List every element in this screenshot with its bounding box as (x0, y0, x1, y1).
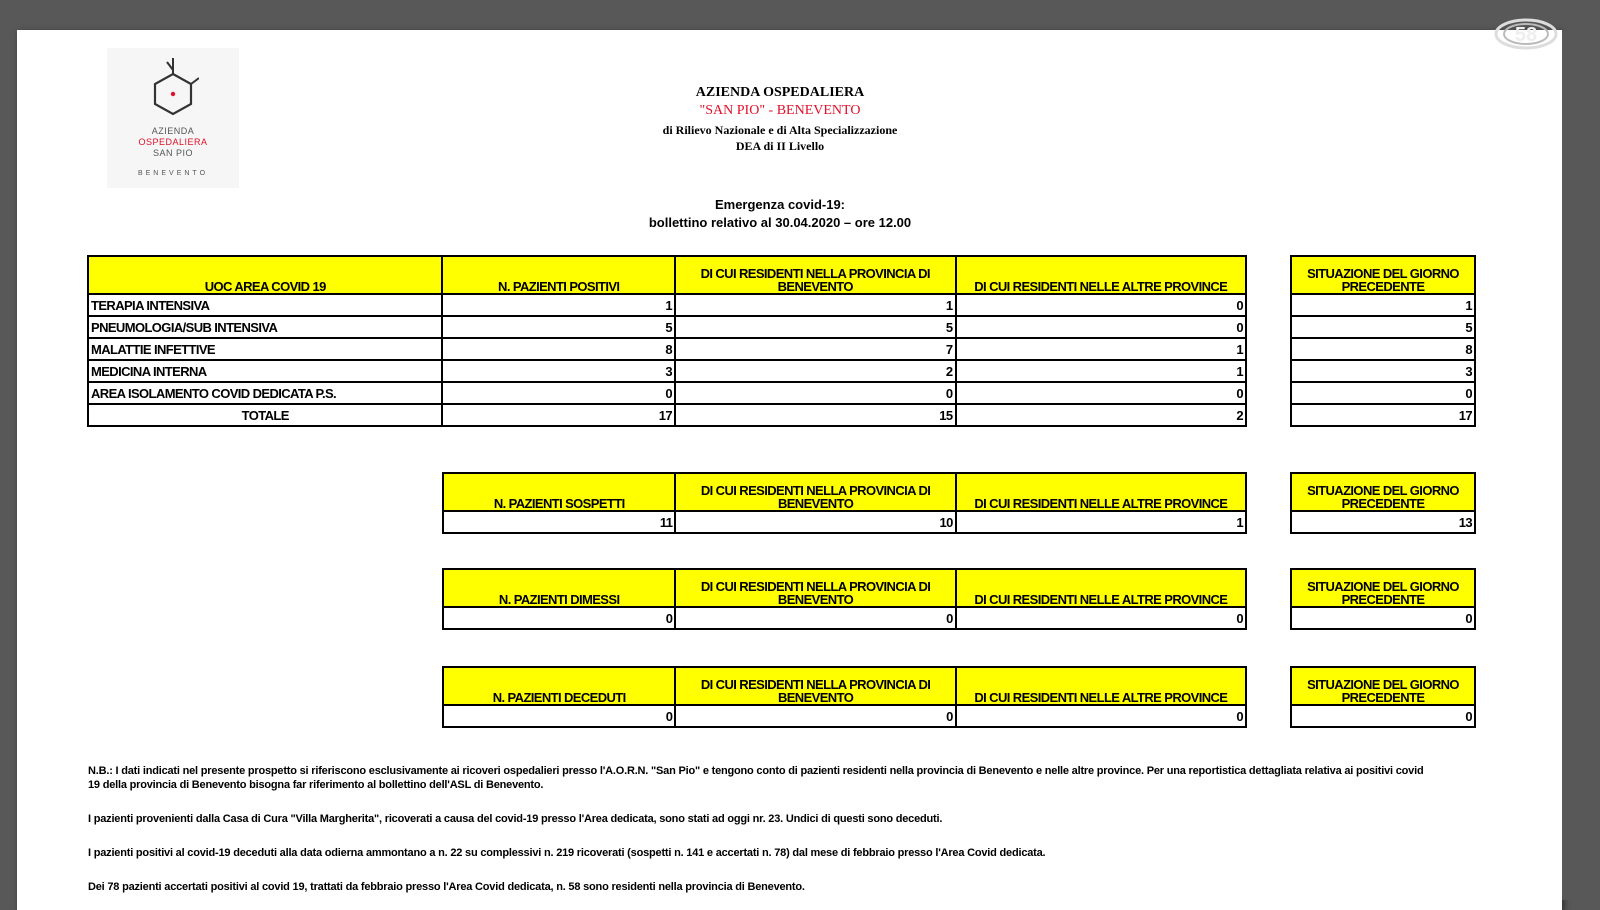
col-header-area: UOC AREA COVID 19 (88, 256, 442, 294)
header-azienda: AZIENDA OSPEDALIERA (695, 85, 865, 100)
dimessi-value-altre: 0 (956, 607, 1246, 629)
header-rilievo: di Rilievo Nazionale e di Alta Specializzazione (662, 123, 898, 137)
channel-logo-icon (1490, 14, 1560, 54)
sospetti-value-benevento: 10 (675, 511, 955, 533)
header-sanpio: "SAN PIO" - BENEVENTO (699, 103, 861, 118)
deceduti-prev-table (1290, 666, 1476, 728)
sospetti-table (442, 472, 1247, 534)
row-benevento: 7 (675, 338, 956, 360)
deceduti-header-altre: DI CUI RESIDENTI NELLE ALTRE PROVINCE (956, 667, 1246, 705)
deceduti-value-benevento: 0 (675, 705, 955, 727)
dimessi-prev-table (1290, 568, 1476, 630)
total-row (88, 404, 1246, 426)
table-row (88, 382, 1246, 404)
row-area: PNEUMOLOGIA/SUB INTENSIVA (88, 316, 442, 338)
prev-value: 17 (1291, 404, 1475, 426)
viewer-margin (1562, 30, 1600, 900)
sospetti-value-altre: 1 (956, 511, 1246, 533)
row-altre: 1 (956, 338, 1246, 360)
deceduti-table (442, 666, 1247, 728)
row-positivi: 3 (442, 360, 675, 382)
total-benevento: 15 (675, 404, 956, 426)
note-deceduti: I pazienti positivi al covid-19 deceduti alla data odierna ammontano a n. 22 su complessivi n. 219 ricoverati (sospetti n. 141 e accertati n. 78) dal mese di febbraio presso l'Area Covid dedicata. (88, 847, 1046, 859)
deceduti-value: 0 (443, 705, 675, 727)
prev-value: 0 (1291, 382, 1475, 404)
header-dea: DEA di II Livello (735, 139, 825, 153)
table-row (88, 316, 1246, 338)
sospetti-prev-table (1290, 472, 1476, 534)
total-altre: 2 (956, 404, 1246, 426)
row-altre: 0 (956, 316, 1246, 338)
prev-value: 8 (1291, 338, 1475, 360)
dimessi-header-benevento: DI CUI RESIDENTI NELLA PROVINCIA DI BENEVENTO (675, 569, 955, 607)
row-positivi: 0 (442, 382, 675, 404)
main-prev-table (1290, 255, 1476, 427)
note-accertati: Dei 78 pazienti accertati positivi al covid 19, trattati da febbraio presso l'Area Covid dedicata, n. 58 sono residenti nella provincia di Benevento. (88, 881, 805, 893)
total-label: TOTALE (88, 404, 442, 426)
sospetti-header-benevento: DI CUI RESIDENTI NELLA PROVINCIA DI BENEVENTO (675, 473, 955, 511)
hexagon-logo-icon (147, 54, 199, 124)
prev-value: 1 (1291, 294, 1475, 316)
row-positivi: 8 (442, 338, 675, 360)
dimessi-table (442, 568, 1247, 630)
prev-value: 5 (1291, 316, 1475, 338)
sospetti-header-altre: DI CUI RESIDENTI NELLE ALTRE PROVINCE (956, 473, 1246, 511)
prev-value: 3 (1291, 360, 1475, 382)
prev-header: SITUAZIONE DEL GIORNO PRECEDENTE (1291, 256, 1475, 294)
dimessi-prev-value: 0 (1291, 607, 1475, 629)
logo-line-benevento: BENEVENTO (137, 170, 209, 177)
deceduti-value-altre: 0 (956, 705, 1246, 727)
note-nb: N.B.: I dati indicati nel presente prospetto si riferiscono esclusivamente ai ricoveri ospedalieri presso l'A.O.R.N. "San Pio" e tengono conto di pazienti residenti nella provincia di Benevento e nelle altre province. Per una reportistica dettagliata relativa ai positivi covid 19 della provincia di Benevento bisogna far riferimento al bollettino dell'ASL di Benevento. (88, 765, 1424, 791)
row-benevento: 1 (675, 294, 956, 316)
row-benevento: 2 (675, 360, 956, 382)
row-altre: 1 (956, 360, 1246, 382)
row-area: AREA ISOLAMENTO COVID DEDICATA P.S. (88, 382, 442, 404)
note-villa-margherita: I pazienti provenienti dalla Casa di Cura "Villa Margherita", ricoverati a causa del covid-19 presso l'Area dedicata, sono stati ad oggi nr. 23. Undici di questi sono deceduti. (88, 813, 943, 825)
bulletin-date: bollettino relativo al 30.04.2020 – ore 12.00 (648, 215, 912, 230)
dimessi-header-altre: DI CUI RESIDENTI NELLE ALTRE PROVINCE (956, 569, 1246, 607)
deceduti-header-benevento: DI CUI RESIDENTI NELLA PROVINCIA DI BENEVENTO (675, 667, 955, 705)
total-positivi: 17 (442, 404, 675, 426)
logo-line-ospedaliera: OSPEDALIERA (138, 137, 208, 147)
dimessi-header: N. PAZIENTI DIMESSI (443, 569, 675, 607)
dimessi-prev-header: SITUAZIONE DEL GIORNO PRECEDENTE (1291, 569, 1475, 607)
row-positivi: 5 (442, 316, 675, 338)
logo-line-sanpio: SAN PIO (152, 148, 193, 158)
bulletin-title: Emergenza covid-19: (714, 197, 846, 212)
table-row (88, 338, 1246, 360)
row-positivi: 1 (442, 294, 675, 316)
dimessi-value: 0 (443, 607, 675, 629)
sospetti-prev-value: 13 (1291, 511, 1475, 533)
deceduti-prev-header: SITUAZIONE DEL GIORNO PRECEDENTE (1291, 667, 1475, 705)
main-table (87, 255, 1247, 427)
col-header-altre: DI CUI RESIDENTI NELLE ALTRE PROVINCE (956, 256, 1246, 294)
channel-logo (1490, 14, 1560, 54)
logo-line-azienda: AZIENDA (151, 126, 195, 136)
row-benevento: 5 (675, 316, 956, 338)
sospetti-header: N. PAZIENTI SOSPETTI (443, 473, 675, 511)
deceduti-prev-value: 0 (1291, 705, 1475, 727)
table-row (88, 360, 1246, 382)
row-altre: 0 (956, 382, 1246, 404)
hospital-logo (107, 48, 239, 188)
deceduti-header: N. PAZIENTI DECEDUTI (443, 667, 675, 705)
channel-logo-text: 58 (1514, 24, 1538, 46)
main-table-header-row (88, 256, 1246, 294)
sospetti-prev-header: SITUAZIONE DEL GIORNO PRECEDENTE (1291, 473, 1475, 511)
row-area: MALATTIE INFETTIVE (88, 338, 442, 360)
row-altre: 0 (956, 294, 1246, 316)
table-row (88, 294, 1246, 316)
dimessi-value-benevento: 0 (675, 607, 955, 629)
row-benevento: 0 (675, 382, 956, 404)
sospetti-value: 11 (443, 511, 675, 533)
row-area: TERAPIA INTENSIVA (88, 294, 442, 316)
row-area: MEDICINA INTERNA (88, 360, 442, 382)
col-header-positivi: N. PAZIENTI POSITIVI (442, 256, 675, 294)
col-header-benevento: DI CUI RESIDENTI NELLA PROVINCIA DI BENEVENTO (675, 256, 956, 294)
